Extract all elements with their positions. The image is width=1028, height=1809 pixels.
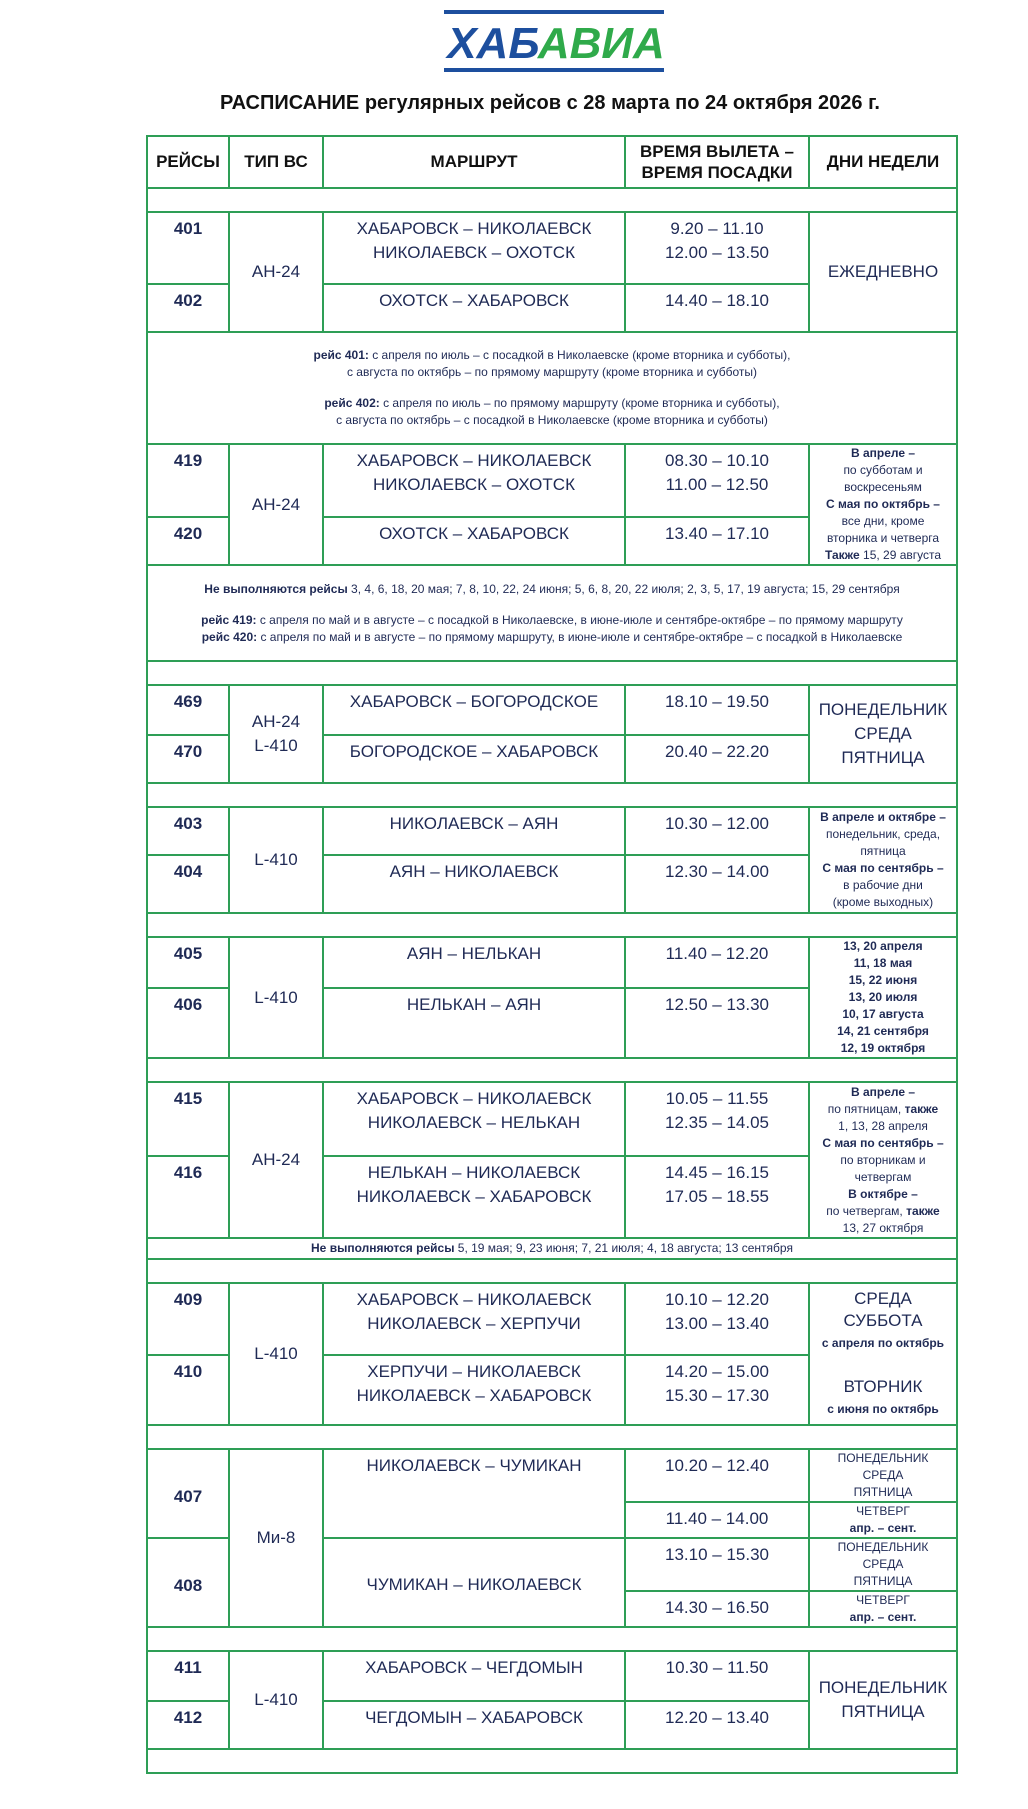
aircraft-type: АН-24 <box>229 1082 323 1238</box>
route-cell: ОХОТСК – ХАБАРОВСК <box>323 517 625 565</box>
table-row <box>147 212 957 284</box>
spacer-row <box>147 1425 957 1449</box>
days-cell: ПОНЕДЕЛЬНИК СРЕДА ПЯТНИЦА <box>809 685 957 783</box>
time-cell: 13.40 – 17.10 <box>625 517 809 565</box>
time-cell: 10.05 – 11.55 12.35 – 14.05 <box>625 1082 809 1156</box>
flight-number: 404 <box>147 855 229 913</box>
time-cell: 12.30 – 14.00 <box>625 855 809 913</box>
flight-number: 412 <box>147 1701 229 1749</box>
route-cell: ОХОТСК – ХАБАРОВСК <box>323 284 625 332</box>
time-cell: 10.10 – 12.20 13.00 – 13.40 <box>625 1283 809 1355</box>
days-cell: ЧЕТВЕРГ апр. – сент. <box>809 1591 957 1627</box>
days-cell: 13, 20 апреля 11, 18 мая 15, 22 июня 13, 20 июля 10, 17 августа 14, 21 сентября 12, 19 октября <box>809 937 957 1058</box>
header-flights: РЕЙСЫ <box>147 136 229 188</box>
flight-number: 405 <box>147 937 229 988</box>
table-row <box>147 1449 957 1502</box>
route-cell: НЕЛЬКАН – НИКОЛАЕВСК НИКОЛАЕВСК – ХАБАРОВСК <box>323 1156 625 1238</box>
flight-number: 470 <box>147 735 229 783</box>
route-cell: НЕЛЬКАН – АЯН <box>323 988 625 1058</box>
spacer-row <box>147 1627 957 1651</box>
time-cell: 10.30 – 11.50 <box>625 1651 809 1701</box>
aircraft-type: L-410 <box>229 937 323 1058</box>
route-cell: НИКОЛАЕВСК – АЯН <box>323 807 625 855</box>
flight-number: 407 <box>147 1449 229 1538</box>
days-cell: СРЕДА СУББОТА с апреля по октябрь ВТОРНИК с июня по октябрь <box>809 1283 957 1425</box>
time-cell: 18.10 – 19.50 <box>625 685 809 735</box>
aircraft-type: АН-24 <box>229 444 323 565</box>
time-cell: 14.20 – 15.00 15.30 – 17.30 <box>625 1355 809 1425</box>
table-row <box>147 1283 957 1355</box>
header-time: ВРЕМЯ ВЫЛЕТА – ВРЕМЯ ПОСАДКИ <box>625 136 809 188</box>
days-cell: ЧЕТВЕРГ апр. – сент. <box>809 1502 957 1538</box>
flight-number: 408 <box>147 1538 229 1627</box>
khabavia-logo <box>440 8 668 74</box>
table-row <box>147 807 957 855</box>
page-title: РАСПИСАНИЕ регулярных рейсов с 28 марта по 24 октября 2026 г. <box>220 92 880 114</box>
aircraft-type: АН-24 <box>229 212 323 332</box>
spacer-row <box>147 1749 957 1773</box>
header-type: ТИП ВС <box>229 136 323 188</box>
time-cell: 12.50 – 13.30 <box>625 988 809 1058</box>
days-cell: В апреле и октябре – понедельник, среда, пятница С мая по сентябрь – в рабочие дни (кроме выходных) <box>809 807 957 913</box>
flight-number: 415 <box>147 1082 229 1156</box>
spacer-row <box>147 1259 957 1283</box>
flight-number: 409 <box>147 1283 229 1355</box>
schedule-table <box>146 135 958 1774</box>
time-cell: 08.30 – 10.10 11.00 – 12.50 <box>625 444 809 517</box>
note-row: рейс 401: с апреля по июль – с посадкой в Николаевске (кроме вторника и субботы), с августа по октябрь – по прямому маршруту (кроме вторника и субботы) рейс 402: с апреля по июль – по прямому маршруту (кроме вторника и субботы), с августа по октябрь – с посадкой в Николаевске (кроме вторника и субботы) <box>147 332 957 444</box>
time-cell: 14.45 – 16.15 17.05 – 18.55 <box>625 1156 809 1238</box>
spacer-row <box>147 661 957 685</box>
days-cell: ЕЖЕДНЕВНО <box>809 212 957 332</box>
aircraft-type: L-410 <box>229 1283 323 1425</box>
spacer-row <box>147 913 957 937</box>
days-cell: ПОНЕДЕЛЬНИК ПЯТНИЦА <box>809 1651 957 1749</box>
note-row: Не выполняются рейсы 3, 4, 6, 18, 20 мая; 7, 8, 10, 22, 24 июня; 5, 6, 8, 20, 22 июля; 2, 3, 5, 17, 19 августа; 15, 29 сентября рейс 419: с апреля по май и в августе – с посадкой в Николаевске, в июне-июле и сентябре-октябре – по прямому маршруту рейс 420: с апреля по май и в августе – по прямому маршруту, в июне-июле и сентябре-октябре – с посадкой в Николаевске <box>147 565 957 661</box>
flight-number: 419 <box>147 444 229 517</box>
time-cell: 9.20 – 11.10 12.00 – 13.50 <box>625 212 809 284</box>
spacer-row <box>147 188 957 212</box>
route-cell: ХАБАРОВСК – НИКОЛАЕВСК НИКОЛАЕВСК – ОХОТСК <box>323 212 625 284</box>
aircraft-type: АН-24 L-410 <box>229 685 323 783</box>
flight-number: 469 <box>147 685 229 735</box>
aircraft-type: L-410 <box>229 1651 323 1749</box>
flight-number: 406 <box>147 988 229 1058</box>
time-cell: 12.20 – 13.40 <box>625 1701 809 1749</box>
spacer-row <box>147 1058 957 1082</box>
flight-number: 401 <box>147 212 229 284</box>
time-cell: 10.30 – 12.00 <box>625 807 809 855</box>
days-cell: В апреле – по субботам и воскресеньям С мая по октябрь – все дни, кроме вторника и четверга Также 15, 29 августа <box>809 444 957 565</box>
route-cell: ХЕРПУЧИ – НИКОЛАЕВСК НИКОЛАЕВСК – ХАБАРОВСК <box>323 1355 625 1425</box>
route-cell: ХАБАРОВСК – НИКОЛАЕВСК НИКОЛАЕВСК – НЕЛЬКАН <box>323 1082 625 1156</box>
flight-number: 411 <box>147 1651 229 1701</box>
time-cell: 14.30 – 16.50 <box>625 1591 809 1627</box>
time-cell: 14.40 – 18.10 <box>625 284 809 332</box>
route-cell: ЧУМИКАН – НИКОЛАЕВСК <box>323 1538 625 1627</box>
flight-number: 410 <box>147 1355 229 1425</box>
aircraft-type: L-410 <box>229 807 323 913</box>
header-route: МАРШРУТ <box>323 136 625 188</box>
table-row <box>147 685 957 735</box>
route-cell: АЯН – НИКОЛАЕВСК <box>323 855 625 913</box>
route-cell: ХАБАРОВСК – БОГОРОДСКОЕ <box>323 685 625 735</box>
days-cell: В апреле – по пятницам, также 1, 13, 28 апреля С мая по сентябрь – по вторникам и четвергам В октябре – по четвергам, также 13, 27 октября <box>809 1082 957 1238</box>
table-row <box>147 444 957 517</box>
flight-number: 416 <box>147 1156 229 1238</box>
route-cell: НИКОЛАЕВСК – ЧУМИКАН <box>323 1449 625 1538</box>
time-cell: 10.20 – 12.40 <box>625 1449 809 1502</box>
route-cell: ЧЕГДОМЫН – ХАБАРОВСК <box>323 1701 625 1749</box>
aircraft-type: Ми-8 <box>229 1449 323 1627</box>
days-cell: ПОНЕДЕЛЬНИК СРЕДА ПЯТНИЦА <box>809 1538 957 1591</box>
header-row <box>147 136 957 188</box>
route-cell: БОГОРОДСКОЕ – ХАБАРОВСК <box>323 735 625 783</box>
flight-number: 420 <box>147 517 229 565</box>
time-cell: 11.40 – 14.00 <box>625 1502 809 1538</box>
table-row <box>147 1651 957 1701</box>
flight-number: 403 <box>147 807 229 855</box>
time-cell: 20.40 – 22.20 <box>625 735 809 783</box>
time-cell: 13.10 – 15.30 <box>625 1538 809 1591</box>
route-cell: АЯН – НЕЛЬКАН <box>323 937 625 988</box>
note-row: Не выполняются рейсы 5, 19 мая; 9, 23 июня; 7, 21 июля; 4, 18 августа; 13 сентября <box>147 1238 957 1259</box>
logo-text: ХАБАВИА <box>447 19 665 68</box>
time-cell: 11.40 – 12.20 <box>625 937 809 988</box>
route-cell: ХАБАРОВСК – НИКОЛАЕВСК НИКОЛАЕВСК – ОХОТСК <box>323 444 625 517</box>
route-cell: ХАБАРОВСК – ЧЕГДОМЫН <box>323 1651 625 1701</box>
table-row <box>147 937 957 988</box>
days-cell: ПОНЕДЕЛЬНИК СРЕДА ПЯТНИЦА <box>809 1449 957 1502</box>
spacer-row <box>147 783 957 807</box>
header-days: ДНИ НЕДЕЛИ <box>809 136 957 188</box>
table-row <box>147 1082 957 1156</box>
route-cell: ХАБАРОВСК – НИКОЛАЕВСК НИКОЛАЕВСК – ХЕРПУЧИ <box>323 1283 625 1355</box>
flight-number: 402 <box>147 284 229 332</box>
